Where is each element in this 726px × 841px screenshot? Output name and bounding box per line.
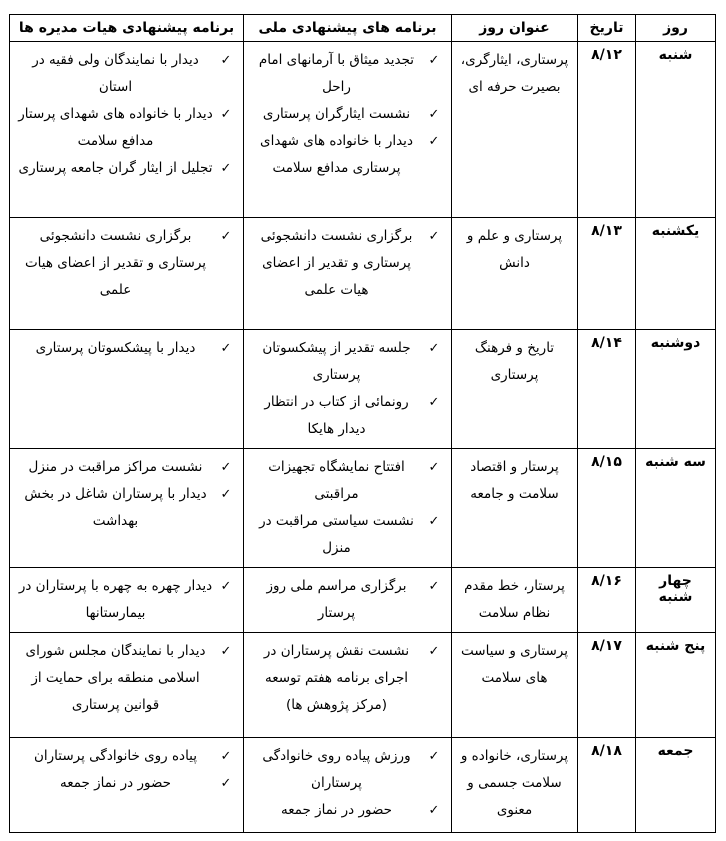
board-programs-cell	[10, 42, 244, 218]
table-body	[10, 42, 716, 833]
header-national-programs: برنامه های پیشنهادی ملی	[244, 15, 452, 42]
national-programs-cell	[244, 218, 452, 330]
checkmark-icon: ✓	[428, 341, 440, 356]
program-item-text: برگزاری نشست دانشجوئی پرستاری و تقدیر از اعضای هیات علمی	[24, 228, 207, 298]
table-row	[10, 449, 716, 568]
program-item	[250, 335, 445, 389]
program-item-text: دیدار چهره به چهره با پرستاران در بیمارستانها	[18, 578, 213, 621]
national-programs-cell	[244, 42, 452, 218]
program-item	[16, 47, 237, 101]
program-item	[250, 797, 445, 824]
date-cell: ۸/۱۲	[578, 42, 636, 218]
checkmark-icon: ✓	[428, 134, 440, 150]
program-item	[250, 128, 445, 182]
header-day-title: عنوان روز	[452, 15, 578, 42]
national-programs-cell	[244, 633, 452, 738]
program-item-text: تجلیل از ایثار گران جامعه پرستاری	[18, 160, 213, 176]
header-date: تاریخ	[578, 15, 636, 42]
program-item-text: برگزاری مراسم ملی روز پرستار	[266, 578, 407, 621]
table-row	[10, 738, 716, 833]
checkmark-icon: ✓	[428, 514, 440, 529]
program-item	[250, 389, 445, 443]
program-item	[16, 481, 237, 535]
program-item	[16, 335, 237, 362]
program-item	[250, 47, 445, 101]
program-item	[250, 101, 445, 128]
day-title-cell: پرستار، خط مقدم نظام سلامت	[452, 568, 578, 633]
program-item-text: دیدار با پرستاران شاغل در بخش بهداشت	[24, 486, 207, 530]
program-item-text: دیدار با نمایندگان ولی فقیه در استان	[32, 52, 199, 95]
program-item	[250, 638, 445, 719]
program-item	[16, 743, 237, 770]
national-programs-cell	[244, 330, 452, 449]
program-item-text: ورزش پیاده روی خانوادگی پرستاران	[262, 748, 411, 791]
table-row	[10, 568, 716, 633]
board-programs-cell	[10, 633, 244, 738]
checkmark-icon: ✓	[428, 53, 440, 68]
table-row	[10, 330, 716, 449]
program-item	[250, 743, 445, 797]
board-programs-cell	[10, 449, 244, 568]
program-item-text: تجدید میثاق با آرمانهای امام راحل	[258, 52, 415, 95]
program-item	[16, 770, 237, 797]
day-title-cell: پرستاری و سیاست های سلامت	[452, 633, 578, 738]
program-item-text: جلسه تقدیر از پیشکسوتان پرستاری	[262, 340, 411, 383]
day-name-cell: چهار شنبه	[636, 568, 716, 633]
day-title-cell: تاریخ و فرهنگ پرستاری	[452, 330, 578, 449]
header-board-programs: برنامه پیشنهادی هیات مدیره ها	[10, 15, 244, 42]
checkmark-icon: ✓	[428, 749, 440, 764]
checkmark-icon: ✓	[220, 749, 232, 764]
national-programs-cell	[244, 568, 452, 633]
date-cell: ۸/۱۵	[578, 449, 636, 568]
date-cell: ۸/۱۶	[578, 568, 636, 633]
table-row	[10, 633, 716, 738]
day-name-cell: شنبه	[636, 42, 716, 218]
program-item	[250, 223, 445, 304]
header-day: روز	[636, 15, 716, 42]
checkmark-icon: ✓	[220, 53, 232, 68]
program-item-text: نشست سیاستی مراقبت در منزل	[259, 513, 414, 556]
board-programs-cell	[10, 738, 244, 833]
date-cell: ۸/۱۴	[578, 330, 636, 449]
checkmark-icon: ✓	[220, 341, 232, 356]
checkmark-icon: ✓	[428, 395, 440, 410]
board-programs-cell	[10, 330, 244, 449]
checkmark-icon: ✓	[428, 803, 440, 818]
program-item-text: دیدار با پیشکسوتان پرستاری	[35, 340, 196, 356]
checkmark-icon: ✓	[428, 229, 440, 244]
checkmark-icon: ✓	[428, 460, 440, 475]
checkmark-icon: ✓	[220, 776, 232, 792]
national-programs-cell	[244, 449, 452, 568]
date-cell: ۸/۱۳	[578, 218, 636, 330]
day-title-cell: پرستاری و علم و دانش	[452, 218, 578, 330]
program-item-text: برگزاری نشست دانشجوئی پرستاری و تقدیر از اعضای هیات علمی	[260, 228, 413, 298]
day-title-cell: پرستاری، ایثارگری، بصیرت حرفه ای	[452, 42, 578, 218]
date-cell: ۸/۱۷	[578, 633, 636, 738]
program-item	[16, 573, 237, 627]
checkmark-icon: ✓	[220, 487, 232, 503]
date-cell: ۸/۱۸	[578, 738, 636, 833]
header-row	[10, 15, 716, 42]
program-item-text: نشست ایثارگران پرستاری	[262, 106, 411, 122]
weekly-program-table	[9, 14, 716, 833]
program-item-text: حضور در نماز جمعه	[280, 802, 393, 818]
program-item	[250, 454, 445, 508]
program-item	[16, 155, 237, 182]
day-name-cell: پنج شنبه	[636, 633, 716, 738]
program-item-text: دیدار با نمایندگان مجلس شورای اسلامی منطقه برای حمایت از قوانین پرستاری	[25, 643, 206, 713]
program-item	[16, 223, 237, 304]
program-item	[250, 573, 445, 627]
program-item	[16, 101, 237, 155]
day-name-cell: یکشنبه	[636, 218, 716, 330]
program-item-text: رونمائی از کتاب در انتظار دیدار هایکا	[264, 394, 409, 437]
day-name-cell: دوشنبه	[636, 330, 716, 449]
day-name-cell: سه شنبه	[636, 449, 716, 568]
checkmark-icon: ✓	[220, 579, 232, 594]
program-item	[250, 508, 445, 562]
national-programs-cell	[244, 738, 452, 833]
checkmark-icon: ✓	[220, 460, 232, 475]
program-item-text: دیدار با خانواده های شهدای پرستار مدافع سلامت	[18, 106, 213, 149]
program-item-text: نشست نقش پرستاران در اجرای برنامه هفتم توسعه (مرکز پژوهش ها)	[263, 643, 410, 713]
board-programs-cell	[10, 568, 244, 633]
day-title-cell: پرستاری، خانواده و سلامت جسمی و معنوی	[452, 738, 578, 833]
day-title-cell: پرستار و اقتصاد سلامت و جامعه	[452, 449, 578, 568]
checkmark-icon: ✓	[220, 107, 232, 122]
checkmark-icon: ✓	[220, 644, 232, 659]
program-item-text: افتتاح نمایشگاه تجهیزات مراقبتی	[268, 459, 405, 502]
program-item-text: نشست مراکز مراقبت در منزل	[28, 459, 203, 475]
day-name-cell: جمعه	[636, 738, 716, 833]
checkmark-icon: ✓	[428, 644, 440, 659]
program-item-text: دیدار با خانواده های شهدای پرستاری مدافع سلامت	[260, 133, 413, 177]
checkmark-icon: ✓	[220, 229, 232, 244]
board-programs-cell	[10, 218, 244, 330]
table-row	[10, 218, 716, 330]
table-row	[10, 42, 716, 218]
program-item-text: حضور در نماز جمعه	[59, 775, 172, 792]
program-item	[16, 638, 237, 719]
program-item-text: پیاده روی خانوادگی پرستاران	[33, 748, 198, 764]
program-item	[16, 454, 237, 481]
checkmark-icon: ✓	[428, 579, 440, 594]
checkmark-icon: ✓	[428, 107, 440, 122]
checkmark-icon: ✓	[220, 161, 232, 176]
